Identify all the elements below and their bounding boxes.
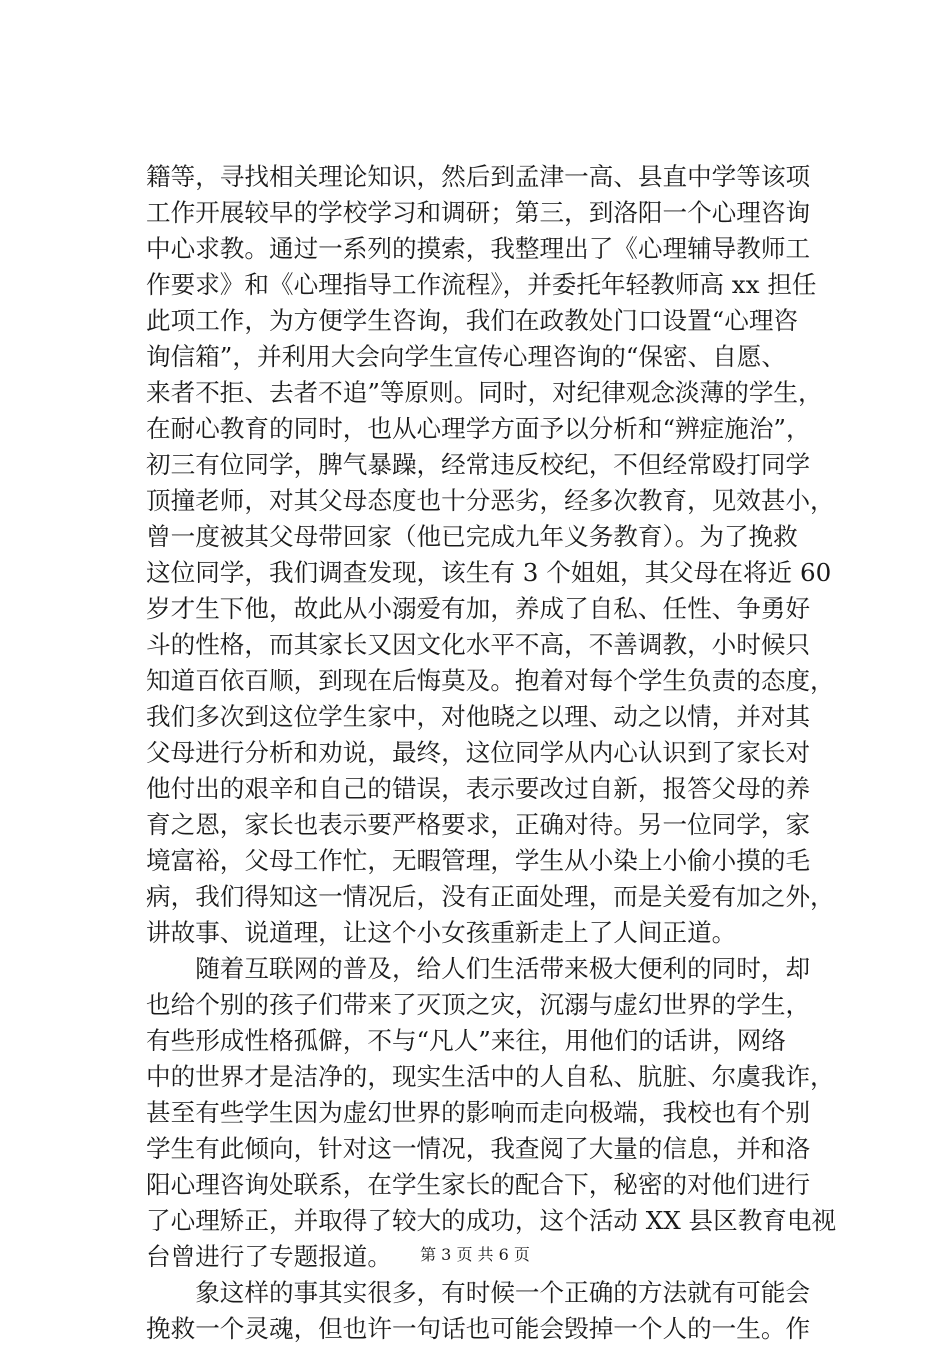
page-footer: 第 3 页 共 6 页	[420, 1245, 530, 1264]
text-line: 工作开展较早的学校学习和调研；第三，到洛阳一个心理咨询	[146, 198, 811, 227]
text-line: 了心理矫正，并取得了较大的成功，这个活动 XX 县区教育电视	[146, 1206, 837, 1235]
text-line: 象这样的事其实很多，有时候一个正确的方法就有可能会	[146, 1278, 811, 1307]
text-line: 斗的性格，而其家长又因文化水平不高，不善调教，小时候只	[146, 630, 811, 659]
text-line: 籍等，寻找相关理论知识，然后到孟津一高、县直中学等该项	[146, 162, 811, 191]
text-line: 阳心理咨询处联系，在学生家长的配合下，秘密的对他们进行	[146, 1170, 811, 1199]
text-line: 有些形成性格孤僻，不与“凡人”来往，用他们的话讲，网络	[146, 1026, 786, 1055]
text-line: 顶撞老师，对其父母态度也十分恶劣，经多次教育，见效甚小，	[146, 486, 835, 515]
document-body	[146, 159, 846, 1347]
text-line: 学生有此倾向，针对这一情况，我查阅了大量的信息，并和洛	[146, 1134, 811, 1163]
text-line: 这位同学，我们调查发现，该生有 3 个姐姐，其父母在将近 60	[146, 558, 832, 587]
text-line: 询信箱”，并利用大会向学生宣传心理咨询的“保密、自愿、	[146, 342, 786, 371]
text-line: 境富裕，父母工作忙，无暇管理，学生从小染上小偷小摸的毛	[146, 846, 811, 875]
text-line: 台曾进行了专题报道。	[146, 1242, 392, 1271]
text-line: 中的世界才是洁净的，现实生活中的人自私、肮脏、尔虞我诈，	[146, 1062, 835, 1091]
text-line: 讲故事、说道理，让这个小女孩重新走上了人间正道。	[146, 918, 737, 947]
text-line: 此项工作，为方便学生咨询，我们在政教处门口设置“心理咨	[146, 306, 799, 335]
text-line: 病，我们得知这一情况后，没有正面处理，而是关爱有加之外，	[146, 882, 835, 911]
text-line: 也给个别的孩子们带来了灭顶之灾，沉溺与虚幻世界的学生，	[146, 990, 811, 1019]
text-line: 初三有位同学，脾气暴躁，经常违反校纪，不但经常殴打同学	[146, 450, 811, 479]
text-line: 甚至有些学生因为虚幻世界的影响而走向极端，我校也有个别	[146, 1098, 811, 1127]
text-line: 随着互联网的普及，给人们生活带来极大便利的同时，却	[146, 954, 811, 983]
text-line: 岁才生下他，故此从小溺爱有加，养成了自私、任性、争勇好	[146, 594, 811, 623]
text-line: 在耐心教育的同时，也从心理学方面予以分析和“辨症施治”，	[146, 414, 811, 443]
text-line: 来者不拒、去者不追”等原则。同时，对纪律观念淡薄的学生，	[146, 378, 823, 407]
text-line: 他付出的艰辛和自己的错误，表示要改过自新，报答父母的养	[146, 774, 811, 803]
text-line: 挽救一个灵魂，但也许一句话也可能会毁掉一个人的一生。作	[146, 1314, 811, 1343]
text-line: 作要求》和《心理指导工作流程》，并委托年轻教师高 xx 担任	[146, 270, 817, 299]
text-line: 父母进行分析和劝说，最终，这位同学从内心认识到了家长对	[146, 738, 811, 767]
text-line: 我们多次到这位学生家中，对他晓之以理、动之以情，并对其	[146, 702, 811, 731]
text-line: 知道百依百顺，到现在后悔莫及。抱着对每个学生负责的态度，	[146, 666, 835, 695]
text-line: 中心求教。通过一系列的摸索，我整理出了《心理辅导教师工	[146, 234, 811, 263]
text-line: 曾一度被其父母带回家（他已完成九年义务教育）。为了挽救	[146, 522, 798, 551]
text-line: 育之恩，家长也表示要严格要求，正确对待。另一位同学，家	[146, 810, 811, 839]
